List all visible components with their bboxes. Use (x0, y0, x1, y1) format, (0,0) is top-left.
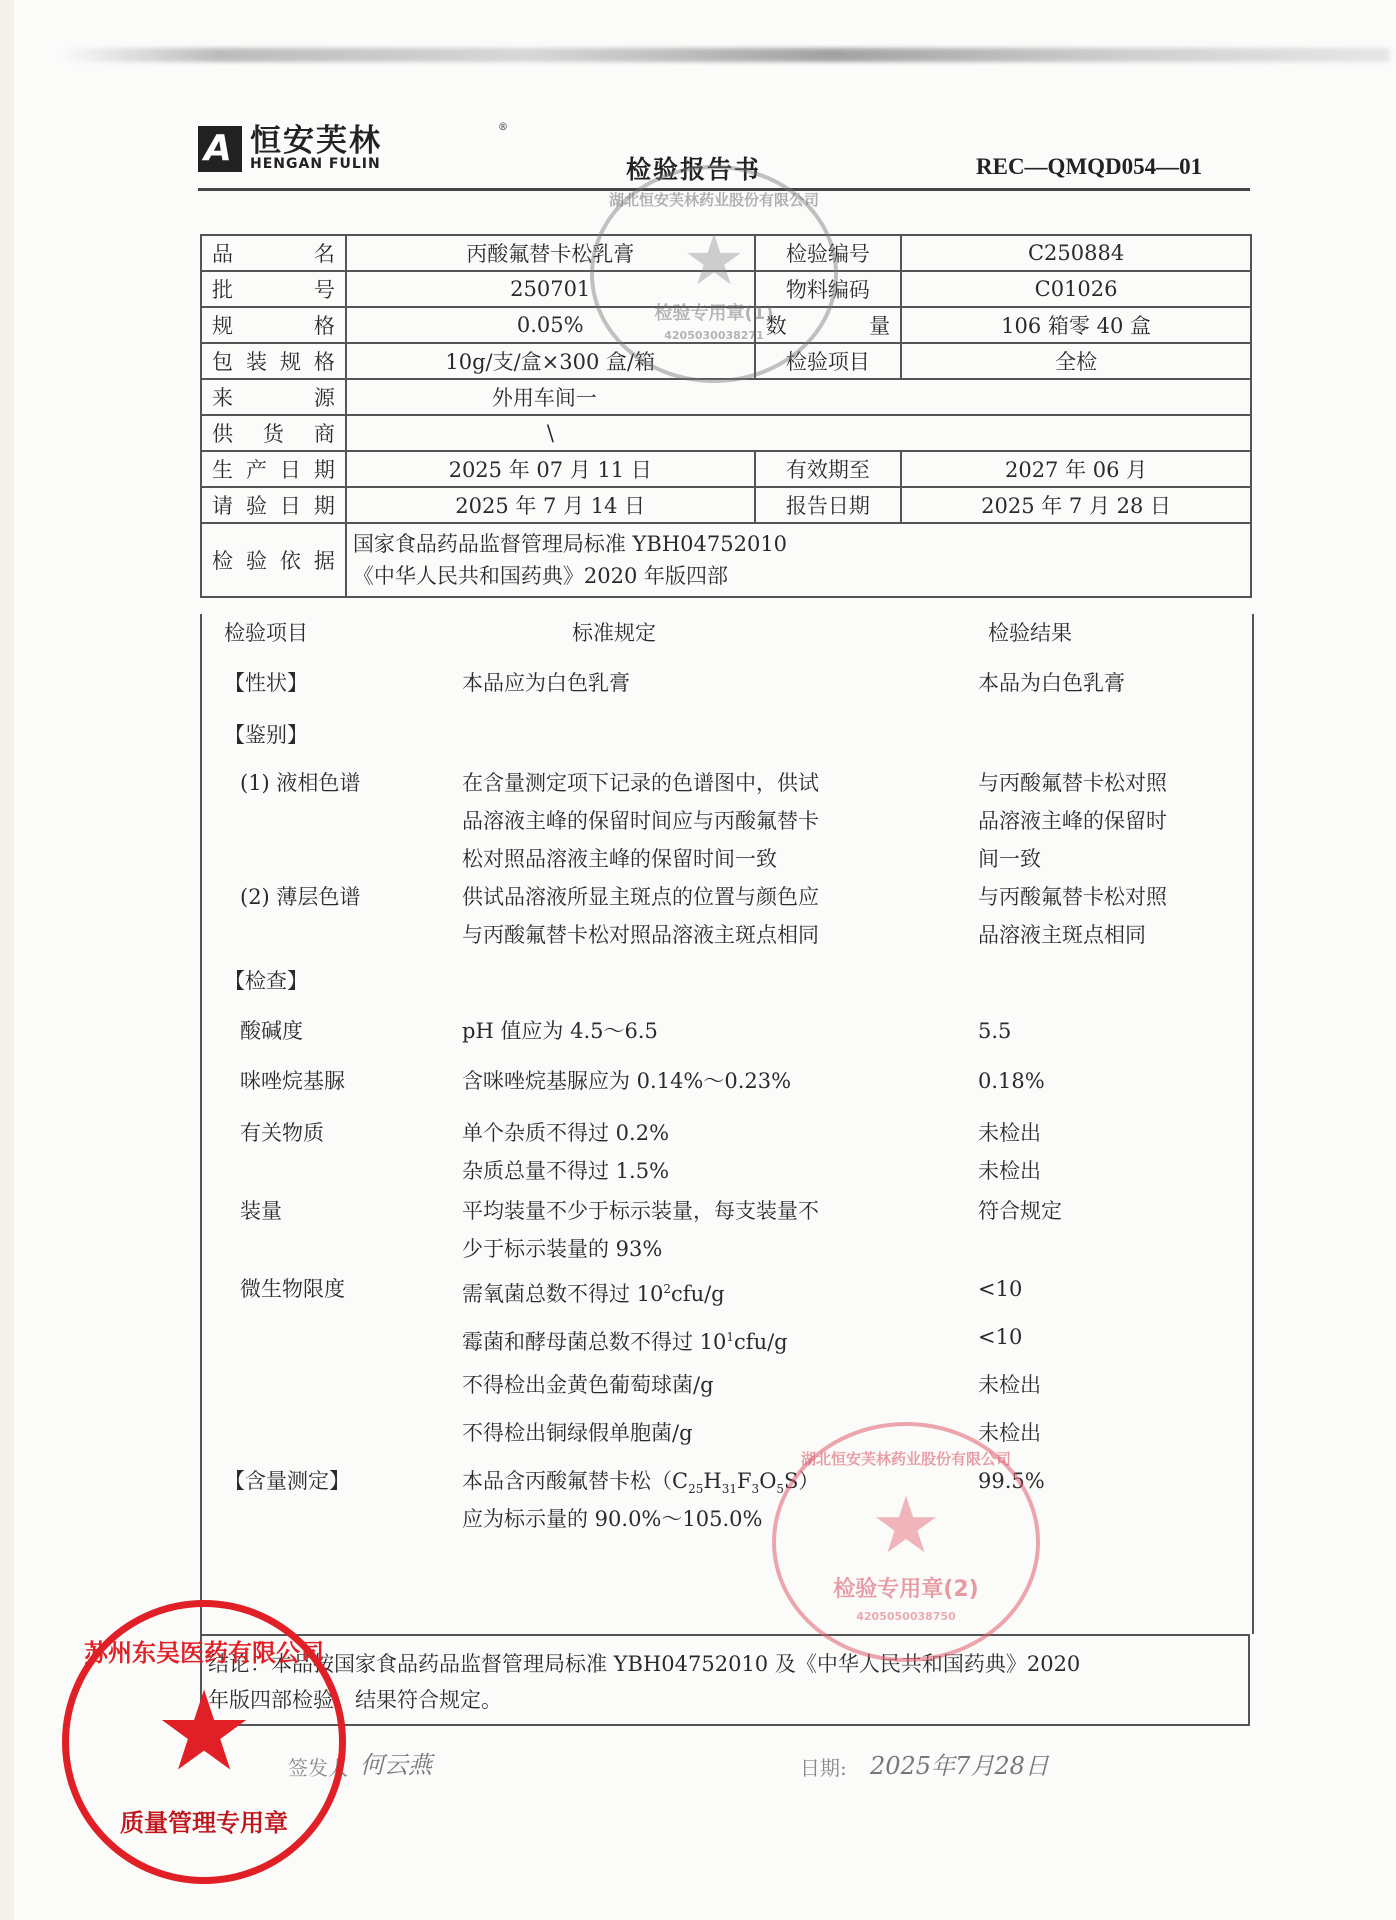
appearance-label: 【性状】 (224, 671, 308, 695)
document-title: 检验报告书 (626, 155, 762, 184)
package-spec: 10g/支/盒×300 盒/箱 (346, 343, 755, 379)
appearance-standard: 本品应为白色乳膏 (462, 671, 630, 695)
related-single-result: 未检出 (978, 1121, 1041, 1145)
formula-sub: 3 (751, 1482, 760, 1497)
test-basis (346, 523, 1251, 597)
seal-2-center: 检验专用章(2) (833, 1577, 979, 1602)
table-row (201, 379, 1251, 415)
aerobic-standard (462, 1270, 725, 1313)
table-row (201, 307, 1251, 343)
saureus-standard: 不得检出金黄色葡萄球菌/g (462, 1373, 714, 1397)
expiry-date: 2027 年 06 月 (901, 451, 1251, 487)
col-header-item: 检验项目 (224, 621, 308, 645)
seal-2-company: 湖北恒安芙林药业股份有限公司 (800, 1450, 1011, 1468)
supplier-label: 供货商 (201, 415, 346, 451)
expiry-label: 有效期至 (755, 451, 902, 487)
aerobic-text: 需氧菌总数不得过 10 (462, 1282, 664, 1306)
quantity: 106 箱零 40 盒 (901, 307, 1251, 343)
spec-label: 规格 (201, 307, 346, 343)
hplc-label: (1) 液相色谱 (240, 771, 361, 795)
test-no-label: 检验编号 (755, 235, 902, 271)
seal-1-center: 检验专用章(1) (654, 303, 774, 324)
mold-unit: cfu/g (734, 1330, 788, 1354)
request-date-label: 请验日期 (201, 487, 346, 523)
mold-result: <10 (978, 1325, 1023, 1349)
mold-standard (462, 1318, 788, 1361)
col-header-result: 检验结果 (988, 621, 1072, 645)
conclusion-line-1: 结论：本品按国家食品药品监督管理局标准 YBH04752010 及《中华人民共和国药典》2020 (208, 1652, 1081, 1676)
formula-sub: 25 (688, 1482, 704, 1497)
report-date: 2025 年 7 月 28 日 (901, 487, 1251, 523)
test-no: C250884 (901, 235, 1251, 271)
quality-seal-center: 质量管理专用章 (120, 1809, 288, 1837)
scan-edge (0, 0, 14, 1920)
aerobic-exp: 2 (663, 1282, 672, 1296)
hplc-standard-3: 松对照品溶液主峰的保留时间一致 (462, 847, 777, 871)
imidurea-result: 0.18% (978, 1069, 1045, 1093)
saureus-result: 未检出 (978, 1373, 1041, 1397)
registered-mark: ® (498, 122, 508, 133)
request-date: 2025 年 7 月 14 日 (346, 487, 755, 523)
star-icon: ★ (154, 1667, 254, 1795)
signer-signature: 何云燕 (360, 1751, 432, 1779)
tlc-standard-1: 供试品溶液所显主斑点的位置与颜色应 (462, 885, 819, 909)
logo-cn: 恒安芙林 (250, 123, 382, 159)
material-code-label: 物料编码 (755, 271, 902, 307)
tlc-standard-2: 与丙酸氟替卡松对照品溶液主斑点相同 (462, 923, 819, 947)
imidurea-label: 咪唑烷基脲 (240, 1069, 345, 1093)
formula-el: H (703, 1469, 722, 1493)
logo-a-icon: A (198, 126, 242, 172)
col-header-standard: 标准规定 (572, 621, 656, 645)
quantity-label: 数量 (755, 307, 902, 343)
aerobic-unit: cfu/g (671, 1282, 725, 1306)
seal-1-company: 湖北恒安芙林药业股份有限公司 (608, 191, 819, 209)
assay-result: 99.5% (978, 1469, 1045, 1493)
assay-label: 【含量测定】 (224, 1469, 350, 1493)
conclusion-line-2: 年版四部检验，结果符合规定。 (208, 1688, 502, 1712)
conclusion-box (200, 1634, 1250, 1726)
star-icon: ★ (871, 1481, 941, 1571)
hplc-result-3: 间一致 (978, 847, 1041, 871)
table-row (201, 343, 1251, 379)
table-row (201, 523, 1251, 597)
formula-sub: 31 (721, 1482, 737, 1497)
package-label: 包装规格 (201, 343, 346, 379)
document-code: REC—QMQD054—01 (976, 154, 1203, 179)
acidity-result: 5.5 (978, 1019, 1012, 1043)
related-single-standard: 单个杂质不得过 0.2% (462, 1121, 670, 1145)
related-label: 有关物质 (240, 1121, 324, 1145)
assay-standard-2: 应为标示量的 90.0%～105.0% (462, 1507, 763, 1531)
table-row (201, 415, 1251, 451)
hplc-standard-2: 品溶液主峰的保留时间应与丙酸氟替卡 (462, 809, 819, 833)
hplc-result-2: 品溶液主峰的保留时 (978, 809, 1167, 833)
related-total-standard: 杂质总量不得过 1.5% (462, 1159, 670, 1183)
tlc-result-1: 与丙酸氟替卡松对照 (978, 885, 1167, 909)
product-name: 丙酸氟替卡松乳膏 (346, 235, 755, 271)
table-row (201, 235, 1251, 271)
material-code: C01026 (901, 271, 1251, 307)
mfg-date: 2025 年 07 月 11 日 (346, 451, 755, 487)
mfg-date-label: 生产日期 (201, 451, 346, 487)
hplc-result-1: 与丙酸氟替卡松对照 (978, 771, 1167, 795)
fill-standard-2: 少于标示装量的 93% (462, 1237, 663, 1261)
info-table (200, 234, 1252, 598)
table-row (201, 451, 1251, 487)
signer-label: 签发人 (288, 1756, 348, 1780)
mold-text: 霉菌和酵母菌总数不得过 10 (462, 1330, 727, 1354)
hplc-standard-1: 在含量测定项下记录的色谱图中，供试 (462, 771, 819, 795)
supplier: \ (346, 415, 1251, 451)
logo-en: HENGAN FULIN (250, 156, 381, 172)
related-total-result: 未检出 (978, 1159, 1041, 1183)
seal-1-serial: 4205030038271 (664, 329, 764, 342)
fill-standard-1: 平均装量不少于标示装量，每支装量不 (462, 1199, 819, 1223)
tlc-label: (2) 薄层色谱 (240, 885, 361, 909)
seal-2-serial: 4205050038750 (856, 1610, 956, 1623)
fill-label: 装量 (240, 1199, 282, 1223)
sign-date-label: 日期: (800, 1756, 847, 1780)
spec: 0.05% (346, 307, 755, 343)
source-label: 来源 (201, 379, 346, 415)
table-row (201, 271, 1251, 307)
paeruginosa-standard: 不得检出铜绿假单胞菌/g (462, 1421, 693, 1445)
quality-seal-company: 苏州东吴医药有限公司 (84, 1639, 324, 1667)
formula-el: S） (784, 1469, 820, 1493)
test-items-label: 检验项目 (755, 343, 902, 379)
star-icon: ★ (682, 219, 746, 301)
formula-el: F (736, 1469, 752, 1493)
micro-label: 微生物限度 (240, 1277, 345, 1301)
imidurea-standard: 含咪唑烷基脲应为 0.14%～0.23% (462, 1069, 792, 1093)
table-row (201, 487, 1251, 523)
paeruginosa-result: 未检出 (978, 1421, 1041, 1445)
header-divider (198, 188, 1250, 191)
report-date-label: 报告日期 (755, 487, 902, 523)
results-section (200, 614, 1254, 1634)
product-name-label: 品名 (201, 235, 346, 271)
formula-sub: 5 (776, 1482, 785, 1497)
test-items: 全检 (901, 343, 1251, 379)
assay-text: 本品含丙酸氟替卡松（C (462, 1469, 689, 1493)
company-logo (198, 122, 508, 172)
fill-result: 符合规定 (978, 1199, 1062, 1223)
basis-line-1: 国家食品药品监督管理局标准 YBH04752010 (352, 532, 788, 556)
source: 外用车间一 (346, 379, 1251, 415)
formula-el: O (759, 1469, 777, 1493)
basis-label: 检验依据 (201, 523, 346, 597)
aerobic-result: <10 (978, 1277, 1023, 1301)
checks-label: 【检查】 (224, 969, 308, 993)
mold-exp: 1 (726, 1330, 735, 1344)
basis-line-2: 《中华人民共和国药典》2020 年版四部 (352, 564, 728, 588)
sign-date: 2025年7月28日 (870, 1752, 1049, 1780)
appearance-result: 本品为白色乳膏 (978, 671, 1125, 695)
batch-label: 批号 (201, 271, 346, 307)
tlc-result-2: 品溶液主斑点相同 (978, 923, 1146, 947)
identification-label: 【鉴别】 (224, 723, 308, 747)
batch-no: 250701 (346, 271, 755, 307)
acidity-label: 酸碱度 (240, 1019, 303, 1043)
scan-artifact-band (60, 48, 1390, 62)
acidity-standard: pH 值应为 4.5～6.5 (462, 1019, 658, 1043)
